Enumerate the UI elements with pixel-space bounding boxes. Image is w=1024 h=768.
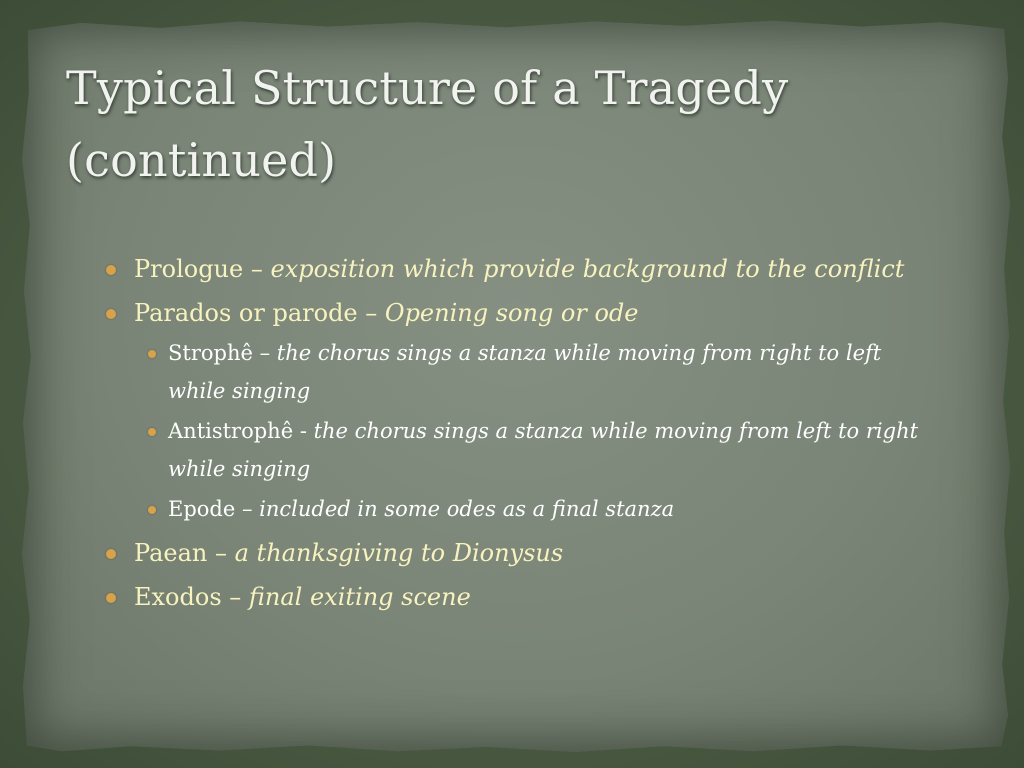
- bullet-dot-icon: [106, 593, 116, 603]
- bullet-description: exposition which provide background to the conflict: [270, 255, 905, 283]
- slide-content: [104, 250, 934, 622]
- bullet-term: Parados or parode –: [134, 299, 385, 327]
- sub-bullet-item-antistrophe: [144, 412, 934, 488]
- bullet-item-paean: [104, 534, 934, 572]
- bullet-description: a thanksgiving to Dionysus: [234, 539, 564, 567]
- sub-bullet-term: Epode –: [168, 497, 260, 521]
- bullet-item-parados: [104, 294, 934, 528]
- bullet-item-prologue: [104, 250, 934, 288]
- bullet-item-exodos: [104, 578, 934, 616]
- bullet-term: Paean –: [134, 539, 235, 567]
- slide-title-line-2: (continued): [66, 133, 337, 187]
- slide-title: [66, 52, 966, 196]
- slide-title-line-1: Typical Structure of a Tragedy: [66, 61, 789, 115]
- bullet-description: final exiting scene: [248, 583, 471, 611]
- bullet-dot-icon: [106, 265, 116, 275]
- sub-bullet-term: Strophê –: [168, 341, 277, 365]
- sub-bullet-description: the chorus sings a stanza while moving from right to left while singing: [168, 341, 882, 403]
- sub-bullet-description: included in some odes as a final stanza: [259, 497, 675, 521]
- bullet-dot-icon: [106, 309, 116, 319]
- sub-bullet-list: [134, 334, 934, 528]
- sub-bullet-description: the chorus sings a stanza while moving from left to right while singing: [168, 419, 919, 481]
- bullet-list: [104, 250, 934, 616]
- bullet-term: Prologue –: [134, 255, 271, 283]
- sub-bullet-item-epode: [144, 490, 934, 528]
- bullet-description: Opening song or ode: [384, 299, 639, 327]
- sub-bullet-term: Antistrophê -: [168, 419, 314, 443]
- bullet-term: Exodos –: [134, 583, 249, 611]
- sub-bullet-item-strophe: [144, 334, 934, 410]
- bullet-dot-icon: [148, 428, 156, 436]
- bullet-dot-icon: [106, 549, 116, 559]
- bullet-dot-icon: [148, 350, 156, 358]
- bullet-dot-icon: [148, 506, 156, 514]
